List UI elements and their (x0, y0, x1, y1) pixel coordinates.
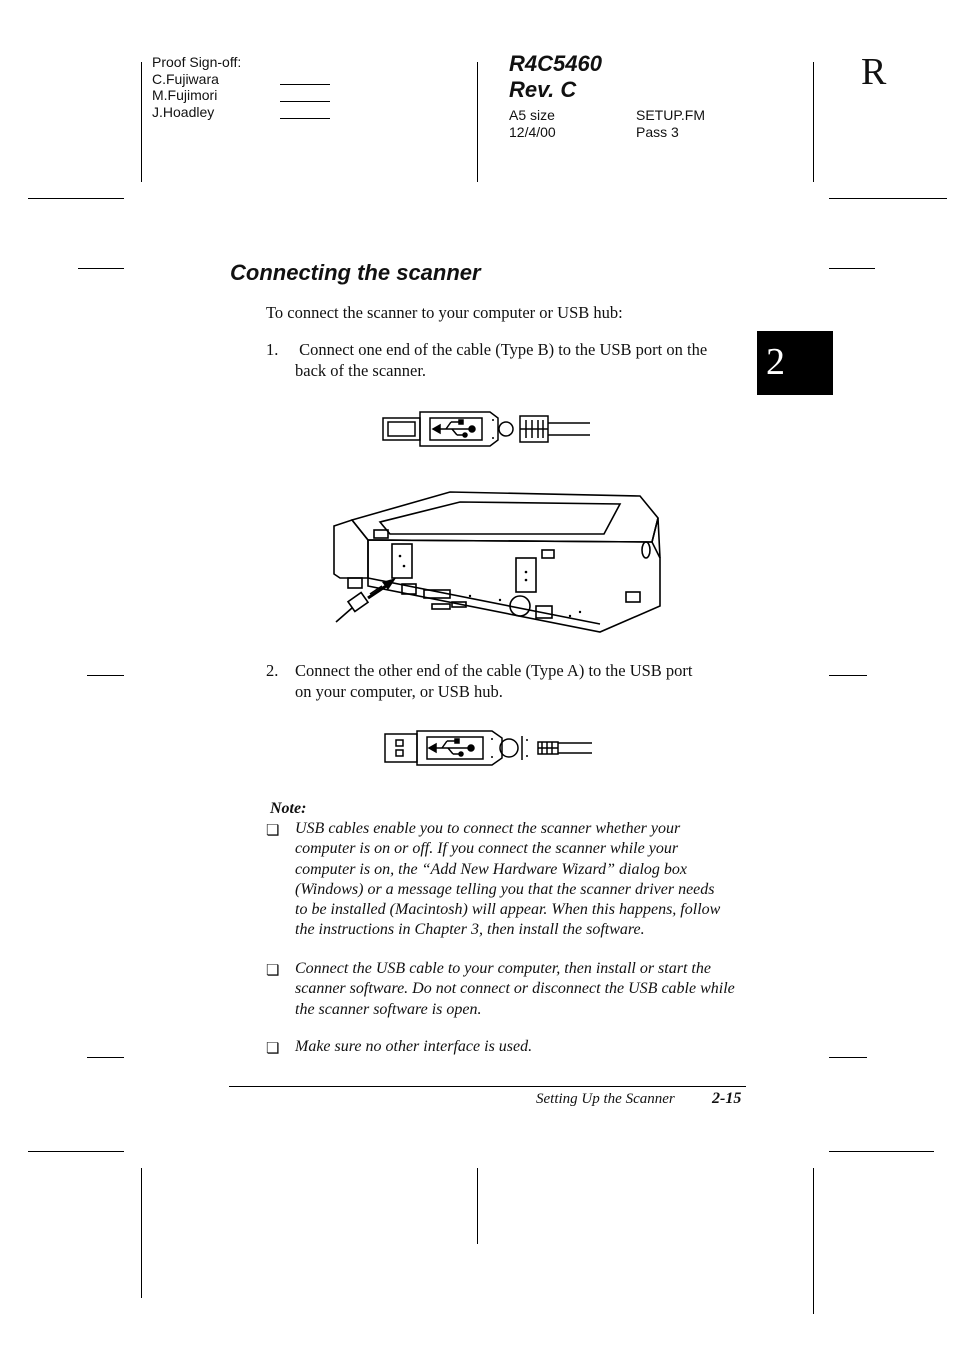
crop-mark (829, 198, 947, 199)
intro-text: To connect the scanner to your computer or USB hub: (266, 303, 623, 322)
note-line: computer is on, the “Add New Hardware Wizard” dialog box (295, 860, 687, 878)
pass-number: Pass 3 (636, 123, 679, 140)
crop-mark (829, 675, 867, 676)
crop-mark (87, 675, 124, 676)
note-line: Make sure no other interface is used. (295, 1038, 533, 1055)
checkbox-bullet-icon: ❏ (266, 963, 280, 979)
note-line: the instructions in Chapter 3, then install the software. (295, 921, 645, 939)
note-line: the scanner software is open. (295, 1000, 482, 1018)
note-line: to be installed (Macintosh) will appear. When this happens, follow (295, 901, 721, 919)
note-line: (Windows) or a message telling you that the scanner driver needs (295, 880, 715, 898)
usb-icon (433, 420, 475, 437)
scanner-rear-figure (330, 486, 664, 636)
step-text (295, 661, 755, 702)
checkbox-bullet-icon: ❏ (266, 823, 280, 839)
step-line: back of the scanner. (295, 360, 427, 380)
crop-mark (829, 268, 875, 269)
model-id (509, 51, 602, 103)
signature-line (280, 118, 330, 119)
crop-mark (141, 62, 142, 182)
note-line: scanner software. Do not connect or disconnect the USB cable while (295, 980, 735, 998)
step-line: on your computer, or USB hub. (295, 681, 503, 701)
signature-line (280, 101, 330, 102)
crop-mark (78, 268, 124, 269)
usb-type-b-plug-figure (380, 408, 592, 448)
note-item (295, 1037, 765, 1057)
note-line: computer is on or off. If you connect the scanner while your (295, 840, 679, 858)
crop-mark (28, 1151, 124, 1152)
usb-icon (429, 739, 474, 756)
crop-mark (477, 1168, 478, 1244)
chapter-tab (757, 331, 833, 395)
checkbox-bullet-icon: ❏ (266, 1041, 280, 1057)
signer-name: C.Fujiwara (152, 70, 219, 87)
step-number: 2. (266, 661, 279, 680)
usb-type-a-plug-figure (382, 728, 594, 768)
file-name: SETUP.FM (636, 107, 705, 123)
note-item (295, 819, 765, 941)
footer-rule (229, 1086, 746, 1087)
step-text (295, 340, 755, 381)
signer-name: M.Fujimori (152, 87, 218, 103)
note-label: Note: (270, 800, 307, 817)
doc-info-right (636, 107, 705, 140)
crop-mark (813, 62, 814, 182)
note-line: USB cables enable you to connect the scanner whether your (295, 820, 681, 837)
crop-mark (829, 1151, 934, 1152)
corner-mark: R (861, 51, 887, 93)
proof-label: Proof Sign-off: (152, 54, 242, 70)
chapter-number: 2 (766, 341, 785, 383)
crop-mark (477, 62, 478, 182)
crop-mark (829, 1057, 867, 1058)
page-number: 2-15 (712, 1090, 742, 1107)
doc-info-left (509, 107, 556, 140)
model-number: R4C5460 (509, 51, 602, 76)
step-number: 1. (266, 340, 279, 359)
footer-section-name: Setting Up the Scanner (536, 1091, 675, 1107)
signer-name: J.Hoadley (152, 103, 215, 120)
crop-mark (141, 1168, 142, 1298)
paper-size: A5 size (509, 107, 555, 123)
crop-mark (813, 1168, 814, 1314)
section-title: Connecting the scanner (230, 260, 481, 285)
crop-mark (87, 1057, 124, 1058)
crop-mark (28, 198, 124, 199)
step-line: Connect one end of the cable (Type B) to the USB port on the (295, 340, 708, 359)
proof-signoff (152, 54, 282, 120)
doc-date: 12/4/00 (509, 123, 556, 140)
step-line: Connect the other end of the cable (Type A) to the USB port (295, 661, 693, 680)
note-line: Connect the USB cable to your computer, then install or start the (295, 960, 711, 977)
signature-line (280, 84, 330, 85)
revision: Rev. C (509, 77, 577, 102)
note-item (295, 959, 765, 1020)
